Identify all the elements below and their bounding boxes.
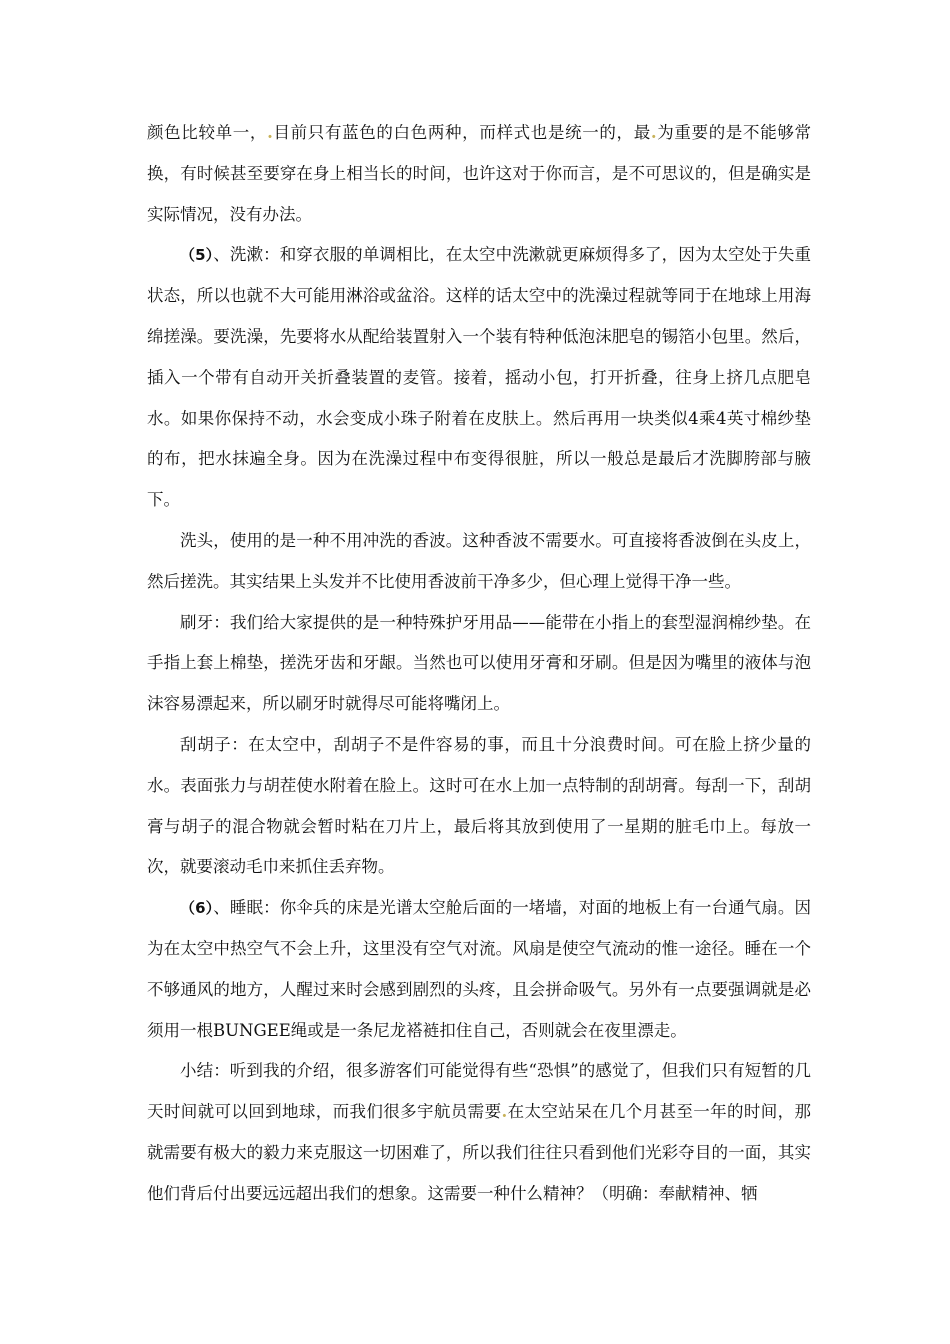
paragraph-hair-washing: 洗头，使用的是一种不用冲洗的香波。这种香波不需要水。可直接将香波倒在头皮上，然后搓洗。其实结果上头发并不比使用香波前干净多少，但心理上觉得干净一些。 [147,530,811,591]
text-run: 、睡眠：你伞兵的床是光谱太空舱后面的一堵墙，对面的地板上有一台通气扇。因为在太空中热空气不会上升，这里没有空气对流。风扇是使空气流动的惟一途径。睡在一个不够通风的地方，人醒过来时会感到剧烈的头疼，且会拼命吸气。另外有一点要强调就是必须用一根BUNGEE绳或是一条尼龙褡裢扣住自己，否则就会在夜里漂走。 [147,898,812,1040]
text-run: 、洗漱：和穿衣服的单调相比，在太空中洗漱就更麻烦得多了，因为太空处于失重状态，所以也就不大可能用淋浴或盆浴。这样的话太空中的洗澡过程就等同于在地球上用海绵搓澡。要洗澡，先要将水从配给装置射入一个装有特种低泡沫肥皂的锡箔小包里。然后，插入一个带有自动开关折叠装置的麦管。接着，摇动小包，打开折叠，往身上挤几点肥皂水。如果你保持不动，水会变成小珠子附着在皮肤上。然后再用一块类似4乘4英寸棉纱垫的布，把水抹遍全身。因为在洗澡过程中布变得很脏，所以一般总是最后才洗脚胯部与腋下。 [147,245,812,510]
paragraph-clothing-end [147,113,811,235]
stray-mark: . [501,1102,508,1122]
section-number: （5） [180,246,214,265]
paragraph-washing [147,235,811,521]
stray-mark: . [267,123,273,142]
text-run: 小结：听到我的介绍，很多游客们可能觉得有些“恐惧”的感觉了，但我们只有短暂的几天时间就可以回到地球，而我们很多宇航员需要 [147,1061,811,1122]
paragraph-shaving: 刮胡子：在太空中，刮胡子不是件容易的事，而且十分浪费时间。可在脸上挤少量的水。表面张力与胡茬使水附着在脸上。这时可在水上加一点特制的刮胡膏。每刮一下，刮胡膏与胡子的混合物就会暂时粘在刀片上，最后将其放到使用了一星期的脏毛巾上。每放一次，就要滚动毛巾来抓住丢弃物。 [147,734,811,877]
text-run: 在太空站呆在几个月甚至一年的时间，那就需要有极大的毅力来克服这一切困难了，所以我们往往只看到他们光彩夺目的一面，其实他们背后付出要远远超出我们的想象。这需要一种什么精神？（明确：奉献精神、牺 [147,1102,812,1203]
text-run: 颜色比较单一， [147,123,268,142]
document-body [147,113,811,1215]
stray-mark: . [650,123,657,142]
text-run: 为重要的是不能够常换，有时候甚至要穿在身上相当长的时间，也许这对于你而言，是不可思议的，但是确实是实际情况，没有办法。 [147,123,812,224]
text-run: 目前只有蓝色的白色两种，而样式也是统一的，最 [272,123,651,142]
paragraph-sleeping [147,888,811,1051]
paragraph-tooth-brushing: 刷牙：我们给大家提供的是一种特殊护牙用品——能带在小指上的套型湿润棉纱垫。在手指上套上棉垫，搓洗牙齿和牙龈。当然也可以使用牙膏和牙刷。但是因为嘴里的液体与泡沫容易漂起来，所以刷牙时就得尽可能将嘴闭上。 [147,612,811,714]
section-number: （6） [180,899,214,918]
paragraph-summary [147,1051,811,1214]
